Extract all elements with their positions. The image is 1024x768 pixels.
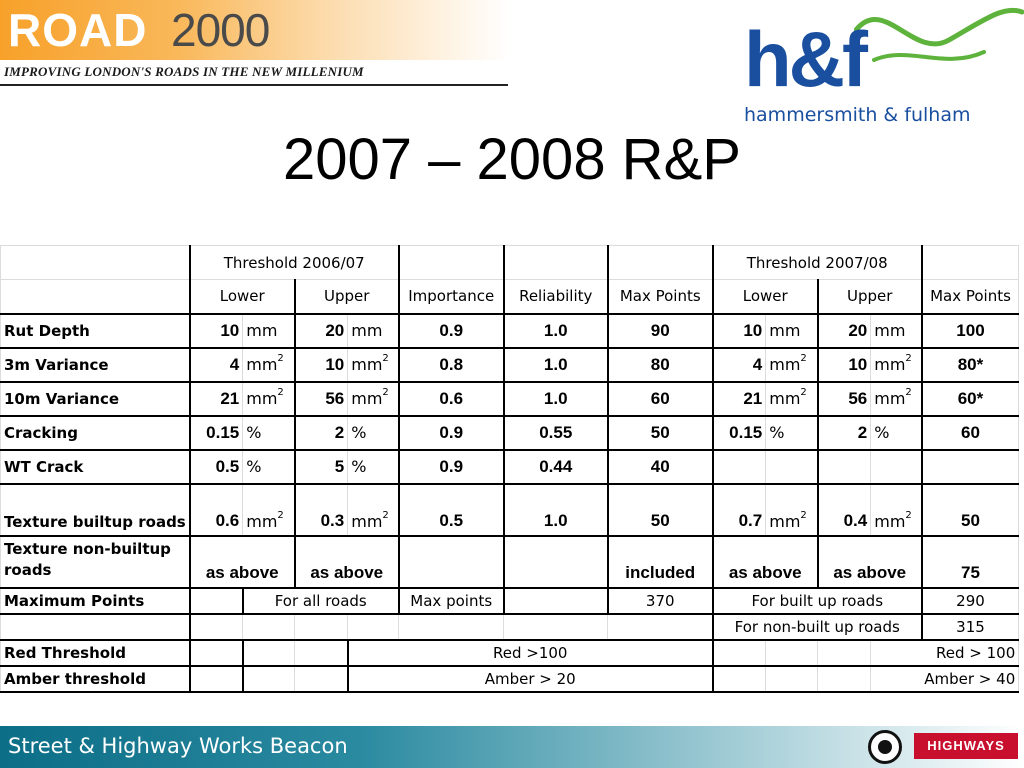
cell-unit: % bbox=[766, 416, 818, 450]
header-lower: Lower bbox=[190, 280, 295, 314]
cell-unit bbox=[766, 348, 818, 382]
cell-upper-2006: 0.3 bbox=[295, 484, 348, 536]
cell-lower-2007: 0.7 bbox=[713, 484, 766, 536]
road-logo-word: ROAD bbox=[8, 4, 148, 56]
cell-unit bbox=[348, 348, 399, 382]
cell-max-points-2007: 80* bbox=[922, 348, 1019, 382]
table-row bbox=[1, 416, 1019, 450]
cell-unit bbox=[243, 348, 295, 382]
row-label: Cracking bbox=[1, 416, 190, 450]
road2000-logo bbox=[0, 0, 510, 60]
unit-text: mm bbox=[246, 355, 278, 374]
unit-superscript: 2 bbox=[382, 509, 389, 521]
unit-text: mm bbox=[769, 355, 801, 374]
cell-max-points: 80 bbox=[608, 348, 713, 382]
highways-badge: HIGHWAYS bbox=[914, 733, 1018, 759]
hf-council-logo bbox=[744, 0, 1024, 128]
row-label: Red Threshold bbox=[1, 640, 190, 666]
hf-swoosh-icon bbox=[854, 0, 1024, 70]
row-label: Texture builtup roads bbox=[1, 484, 190, 536]
unit-text: mm bbox=[769, 511, 801, 531]
cell-unit bbox=[348, 484, 399, 536]
header-max-points-2007: Max Points bbox=[922, 280, 1019, 314]
cell-importance: 0.9 bbox=[399, 450, 504, 484]
cell-max-points-text: Max points bbox=[399, 588, 504, 614]
cell-unit: % bbox=[348, 416, 399, 450]
header-upper: Upper bbox=[295, 280, 399, 314]
unit-superscript: 2 bbox=[905, 509, 912, 521]
cell-upper-2007: as above bbox=[818, 536, 922, 588]
cell-unit bbox=[243, 382, 295, 416]
cell-for-non-built-up: For non-built up roads bbox=[713, 614, 922, 640]
cell-max-points-2007: 100 bbox=[922, 314, 1019, 348]
cell-reliability: 1.0 bbox=[504, 314, 608, 348]
unit-text: mm bbox=[769, 389, 801, 408]
cell-importance: 0.9 bbox=[399, 314, 504, 348]
cell-amber-2007: Amber > 40 bbox=[871, 666, 1019, 692]
unit-superscript: 2 bbox=[800, 387, 807, 398]
unit-superscript: 2 bbox=[800, 353, 807, 364]
cell-max-points-2007: 60 bbox=[922, 416, 1019, 450]
cell-unit: % bbox=[348, 450, 399, 484]
cell-max-points: 90 bbox=[608, 314, 713, 348]
cell-max-points: 60 bbox=[608, 382, 713, 416]
row-label bbox=[1, 536, 190, 588]
road-logo-year: 2000 bbox=[171, 4, 270, 56]
cell-lower-2007 bbox=[713, 450, 766, 484]
cell-lower-2006: 0.15 bbox=[190, 416, 243, 450]
row-label: 10m Variance bbox=[1, 382, 190, 416]
unit-text: mm bbox=[874, 389, 906, 408]
table-row bbox=[1, 314, 1019, 348]
cell-unit bbox=[871, 348, 922, 382]
cell-upper-2006: as above bbox=[295, 536, 399, 588]
unit-text: mm bbox=[351, 511, 383, 531]
cell-unit bbox=[871, 450, 922, 484]
table-row bbox=[1, 348, 1019, 382]
cell-upper-2007: 0.4 bbox=[818, 484, 871, 536]
cell-upper-2006: 10 bbox=[295, 348, 348, 382]
unit-superscript: 2 bbox=[905, 353, 912, 364]
cell-upper-2007: 2 bbox=[818, 416, 871, 450]
cell-unit: mm bbox=[348, 314, 399, 348]
row-label: Amber threshold bbox=[1, 666, 190, 692]
cell-for-built-up: For built up roads bbox=[713, 588, 922, 614]
cell-unit: mm bbox=[766, 314, 818, 348]
cell-lower-2006: as above bbox=[190, 536, 295, 588]
cell-lower-2006: 0.5 bbox=[190, 450, 243, 484]
unit-superscript: 2 bbox=[277, 509, 284, 521]
cell-reliability: 0.44 bbox=[504, 450, 608, 484]
cell-upper-2006: 2 bbox=[295, 416, 348, 450]
table-header-row-2 bbox=[1, 280, 1019, 314]
unit-text: mm bbox=[874, 355, 906, 374]
cell-amber-2006: Amber > 20 bbox=[348, 666, 713, 692]
cell-red-2007: Red > 100 bbox=[871, 640, 1019, 666]
cell-lower-2007: 0.15 bbox=[713, 416, 766, 450]
cell-upper-2007: 20 bbox=[818, 314, 871, 348]
footer-bar bbox=[0, 726, 1024, 768]
row-label: WT Crack bbox=[1, 450, 190, 484]
cell-reliability: 1.0 bbox=[504, 348, 608, 382]
road-tagline: IMPROVING LONDON'S ROADS IN THE NEW MILLENIUM bbox=[4, 64, 364, 79]
cell-unit: mm bbox=[871, 314, 922, 348]
unit-superscript: 2 bbox=[277, 353, 284, 364]
cell-for-all-roads: For all roads bbox=[243, 588, 399, 614]
table-row bbox=[1, 382, 1019, 416]
cell-max-points-2007: 75 bbox=[922, 536, 1019, 588]
cell-lower-2007: as above bbox=[713, 536, 818, 588]
table-row-red-threshold bbox=[1, 640, 1019, 666]
cell-unit bbox=[766, 382, 818, 416]
cell-unit bbox=[348, 382, 399, 416]
table-header-row-1 bbox=[1, 246, 1019, 280]
table-row-maximum-points bbox=[1, 588, 1019, 614]
cell-lower-2007: 21 bbox=[713, 382, 766, 416]
rp-threshold-table bbox=[0, 245, 1019, 693]
cell-max-points: included bbox=[608, 536, 713, 588]
header-threshold-2007: Threshold 2007/08 bbox=[713, 246, 922, 280]
row-label: Maximum Points bbox=[1, 588, 190, 614]
unit-superscript: 2 bbox=[905, 387, 912, 398]
cell-max-points-2007-built: 290 bbox=[922, 588, 1019, 614]
cell-upper-2006: 20 bbox=[295, 314, 348, 348]
unit-text: mm bbox=[246, 389, 278, 408]
cell-upper-2006: 5 bbox=[295, 450, 348, 484]
unit-superscript: 2 bbox=[800, 509, 807, 521]
cell-upper-2007 bbox=[818, 450, 871, 484]
table-row-non-built-up bbox=[1, 614, 1019, 640]
cell-max-points: 40 bbox=[608, 450, 713, 484]
row-label: 3m Variance bbox=[1, 348, 190, 382]
cell-upper-2007: 10 bbox=[818, 348, 871, 382]
cell-lower-2006: 4 bbox=[190, 348, 243, 382]
header-lower-2007: Lower bbox=[713, 280, 818, 314]
cell-unit bbox=[766, 484, 818, 536]
cell-importance: 0.6 bbox=[399, 382, 504, 416]
cell-red-2006: Red >100 bbox=[348, 640, 713, 666]
slide-title: 2007 – 2008 R&P bbox=[283, 127, 741, 192]
cell-unit bbox=[871, 382, 922, 416]
cell-unit: % bbox=[871, 416, 922, 450]
header-importance: Importance bbox=[399, 280, 504, 314]
header-max-points: Max Points bbox=[608, 280, 713, 314]
cell-lower-2006: 0.6 bbox=[190, 484, 243, 536]
table-row bbox=[1, 484, 1019, 536]
unit-superscript: 2 bbox=[382, 387, 389, 398]
cell-max-points-2007 bbox=[922, 450, 1019, 484]
cell-upper-2006: 56 bbox=[295, 382, 348, 416]
table-row bbox=[1, 450, 1019, 484]
cell-max-points: 50 bbox=[608, 416, 713, 450]
row-label-line-1: Texture non-builtup bbox=[4, 539, 171, 558]
unit-superscript: 2 bbox=[382, 353, 389, 364]
cell-lower-2006: 21 bbox=[190, 382, 243, 416]
unit-text: mm bbox=[246, 511, 278, 531]
cell-reliability: 1.0 bbox=[504, 484, 608, 536]
cell-reliability: 0.55 bbox=[504, 416, 608, 450]
row-label: Rut Depth bbox=[1, 314, 190, 348]
header-reliability: Reliability bbox=[504, 280, 608, 314]
cell-importance: 0.5 bbox=[399, 484, 504, 536]
footer-text: Street & Highway Works Beacon bbox=[8, 734, 348, 758]
cell-max-points-2007-nonbuilt: 315 bbox=[922, 614, 1019, 640]
header-divider bbox=[0, 84, 508, 86]
table-row-texture-nonbuiltup bbox=[1, 536, 1019, 588]
cell-importance: 0.8 bbox=[399, 348, 504, 382]
unit-text: mm bbox=[351, 389, 383, 408]
cell-unit: % bbox=[243, 450, 295, 484]
cell-max-points-2006-total: 370 bbox=[608, 588, 713, 614]
unit-superscript: 2 bbox=[277, 387, 284, 398]
hf-council-name: hammersmith & fulham bbox=[744, 104, 971, 126]
cell-lower-2006: 10 bbox=[190, 314, 243, 348]
cell-unit: mm bbox=[243, 314, 295, 348]
cell-unit bbox=[766, 450, 818, 484]
cell-upper-2007: 56 bbox=[818, 382, 871, 416]
cell-max-points-2007: 60* bbox=[922, 382, 1019, 416]
cell-lower-2007: 10 bbox=[713, 314, 766, 348]
row-label-line-2: roads bbox=[4, 560, 52, 579]
cell-max-points: 50 bbox=[608, 484, 713, 536]
cell-unit bbox=[871, 484, 922, 536]
cell-unit bbox=[243, 484, 295, 536]
header-upper-2007: Upper bbox=[818, 280, 922, 314]
cell-reliability: 1.0 bbox=[504, 382, 608, 416]
certification-icon bbox=[868, 730, 902, 764]
table-row-amber-threshold bbox=[1, 666, 1019, 692]
cell-unit: % bbox=[243, 416, 295, 450]
cell-lower-2007: 4 bbox=[713, 348, 766, 382]
unit-text: mm bbox=[874, 511, 906, 531]
hf-mark: h&f bbox=[744, 15, 865, 103]
header-threshold-2006: Threshold 2006/07 bbox=[190, 246, 399, 280]
cell-importance: 0.9 bbox=[399, 416, 504, 450]
unit-text: mm bbox=[351, 355, 383, 374]
cell-max-points-2007: 50 bbox=[922, 484, 1019, 536]
